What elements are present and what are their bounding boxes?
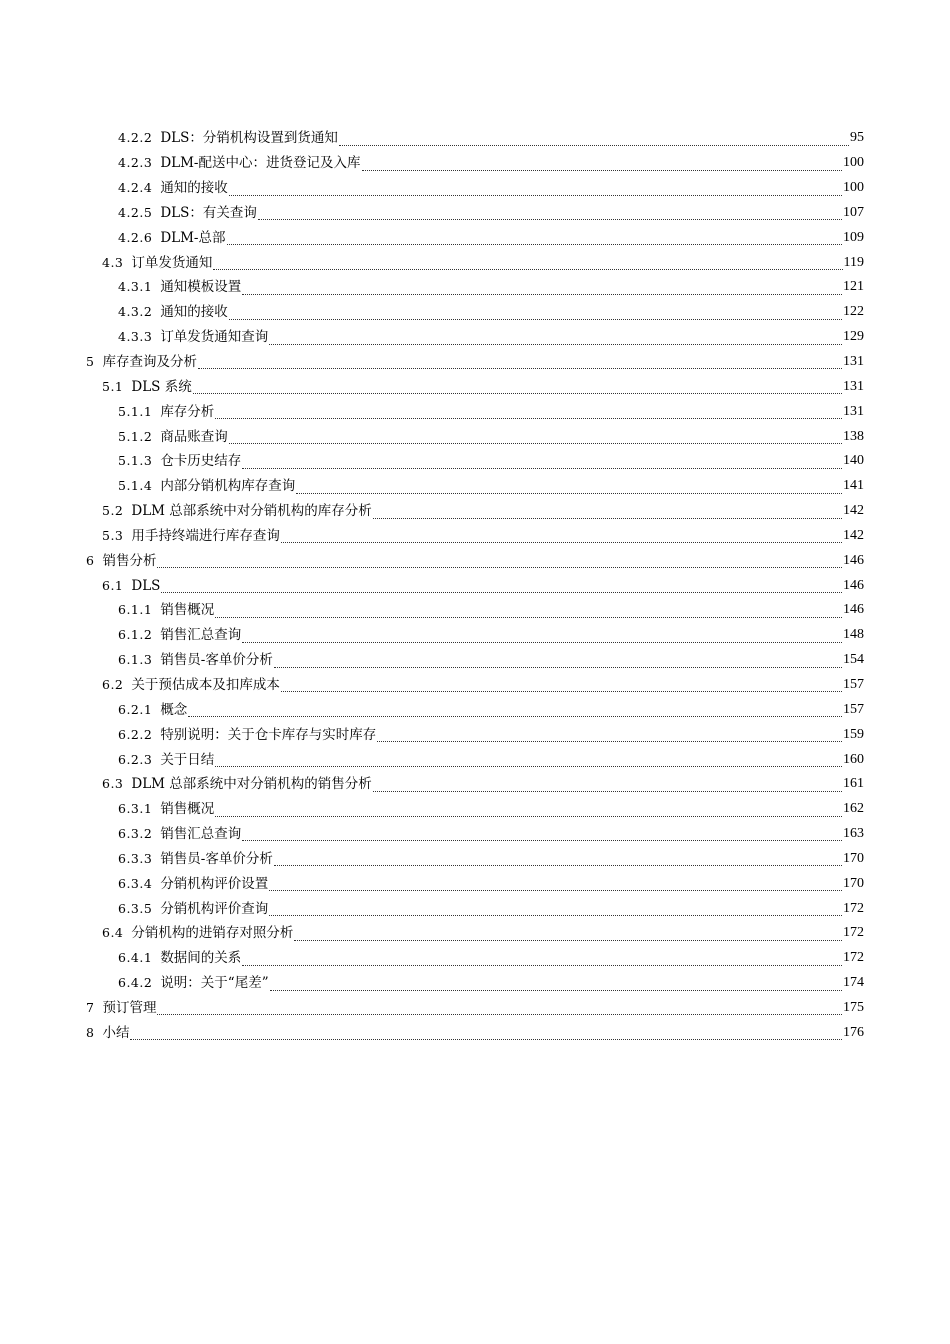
toc-entry-5-1[interactable] <box>0 374 950 399</box>
toc-entry-number: 7 <box>86 999 95 1015</box>
toc-entry-number: 6.2.2 <box>118 726 153 742</box>
toc-entry-title: 销售员-客单价分析 <box>160 850 273 867</box>
toc-entry-page-number: 131 <box>843 354 864 370</box>
toc-entry-page-number: 160 <box>843 751 864 767</box>
toc-entry-number: 6.3 <box>102 776 124 792</box>
toc-entry-page-number: 141 <box>843 478 864 494</box>
toc-entry-title: DLM-总部 <box>160 229 226 246</box>
toc-entry-title: 销售概况 <box>160 602 215 619</box>
toc-entry-page-number: 146 <box>843 552 864 568</box>
toc-entry-5-1-4[interactable] <box>0 474 950 499</box>
toc-entry-number: 4.2.2 <box>118 130 153 146</box>
toc-entry-title: 用手持终端进行库存查询 <box>131 527 280 544</box>
toc-entry-number: 4.3.3 <box>118 329 153 345</box>
toc-dot-leader <box>215 765 842 767</box>
toc-entry-4-2-3[interactable] <box>0 151 950 176</box>
toc-entry-page-number: 138 <box>843 428 864 444</box>
toc-entry-6-3-3[interactable] <box>0 846 950 871</box>
toc-entry-title: 订单发货通知查询 <box>160 329 269 346</box>
toc-entry-number: 5.2 <box>102 503 124 519</box>
toc-entry-title: 销售员-客单价分析 <box>160 652 273 669</box>
toc-dot-leader <box>242 839 842 841</box>
toc-entry-4-3-2[interactable] <box>0 300 950 325</box>
toc-dot-leader <box>362 169 843 171</box>
toc-entry-4-2-4[interactable] <box>0 176 950 201</box>
toc-entry-6-1-2[interactable] <box>0 623 950 648</box>
toc-entry-number: 5.1.4 <box>118 478 153 494</box>
toc-entry-title: 分销机构的进销存对照分析 <box>131 925 294 942</box>
toc-dot-leader <box>215 815 842 817</box>
toc-entry-number: 6.3.3 <box>118 850 153 866</box>
toc-entry-8[interactable] <box>0 1020 950 1045</box>
toc-entry-page-number: 159 <box>843 726 864 742</box>
toc-entry-page-number: 175 <box>843 999 864 1015</box>
toc-dot-leader <box>377 740 842 742</box>
toc-entry-number: 6.2.1 <box>118 701 153 717</box>
toc-entry-number: 6.3.5 <box>118 900 153 916</box>
toc-dot-leader <box>281 541 842 543</box>
toc-entry-page-number: 157 <box>843 676 864 692</box>
toc-entry-number: 5.1.2 <box>118 428 153 444</box>
toc-entry-number: 5.1.3 <box>118 453 153 469</box>
toc-entry-title: DLS 系统 <box>131 378 192 395</box>
toc-entry-page-number: 172 <box>843 925 864 941</box>
toc-entry-5[interactable] <box>0 350 950 375</box>
toc-entry-title: DLS：有关查询 <box>160 204 257 221</box>
toc-entry-number: 8 <box>86 1024 95 1040</box>
toc-entry-title: DLS <box>131 577 161 594</box>
toc-entry-page-number: 100 <box>843 155 864 171</box>
toc-entry-number: 6.4.1 <box>118 950 153 966</box>
toc-entry-title: 小结 <box>102 1024 130 1041</box>
toc-entry-number: 6.1.3 <box>118 652 153 668</box>
toc-dot-leader <box>269 343 842 345</box>
toc-entry-page-number: 172 <box>843 900 864 916</box>
toc-dot-leader <box>242 293 842 295</box>
toc-dot-leader <box>229 318 842 320</box>
toc-entry-number: 4.2.3 <box>118 155 153 171</box>
toc-entry-number: 6.1.2 <box>118 627 153 643</box>
toc-entry-title: 销售概况 <box>160 801 215 818</box>
toc-dot-leader <box>227 243 843 245</box>
toc-entry-number: 4.2.4 <box>118 180 153 196</box>
toc-entry-5-1-1[interactable] <box>0 399 950 424</box>
toc-entry-page-number: 146 <box>843 602 864 618</box>
toc-entry-page-number: 162 <box>843 801 864 817</box>
toc-entry-title: 商品账查询 <box>160 428 228 445</box>
toc-entry-title: 内部分销机构库存查询 <box>160 478 296 495</box>
toc-entry-number: 4.2.5 <box>118 204 153 220</box>
toc-dot-leader <box>229 194 842 196</box>
toc-entry-page-number: 119 <box>843 254 864 270</box>
toc-entry-number: 5 <box>86 354 95 370</box>
toc-dot-leader <box>258 218 842 220</box>
toc-entry-6-1-1[interactable] <box>0 598 950 623</box>
toc-entry-title: DLM-配送中心：进货登记及入库 <box>160 155 361 172</box>
toc-entry-page-number: 109 <box>843 229 864 245</box>
toc-entry-title: 概念 <box>160 701 188 718</box>
toc-entry-number: 6.2 <box>102 676 124 692</box>
toc-dot-leader <box>296 492 842 494</box>
toc-dot-leader <box>213 268 842 270</box>
toc-entry-number: 6.1.1 <box>118 602 153 618</box>
toc-entry-6-2-1[interactable] <box>0 697 950 722</box>
toc-entry-number: 6.3.1 <box>118 801 153 817</box>
toc-entry-4-3[interactable] <box>0 250 950 275</box>
toc-entry-title: 分销机构评价查询 <box>160 900 269 917</box>
toc-entry-6-2[interactable] <box>0 673 950 698</box>
toc-entry-title: 关于预估成本及扣库成本 <box>131 676 280 693</box>
toc-entry-title: 通知的接收 <box>160 180 228 197</box>
toc-entry-title: 特别说明：关于仓卡库存与实时库存 <box>160 726 377 743</box>
toc-dot-leader <box>161 591 842 593</box>
toc-entry-page-number: 170 <box>843 850 864 866</box>
toc-entry-7[interactable] <box>0 996 950 1021</box>
toc-dot-leader <box>242 467 842 469</box>
toc-entry-title: DLS：分销机构设置到货通知 <box>160 130 338 147</box>
toc-dot-leader <box>270 989 842 991</box>
toc-dot-leader <box>215 417 842 419</box>
toc-dot-leader <box>157 566 842 568</box>
toc-entry-number: 6.1 <box>102 577 124 593</box>
toc-entry-page-number: 154 <box>843 652 864 668</box>
toc-entry-6-4-2[interactable] <box>0 971 950 996</box>
toc-dot-leader <box>274 666 842 668</box>
toc-entry-title: 库存查询及分析 <box>102 354 197 371</box>
toc-entry-number: 6.3.4 <box>118 875 153 891</box>
toc-entry-page-number: 157 <box>843 701 864 717</box>
toc-entry-6-1-3[interactable] <box>0 648 950 673</box>
toc-entry-page-number: 121 <box>843 279 864 295</box>
toc-dot-leader <box>281 690 842 692</box>
toc-entry-number: 4.3 <box>102 254 124 270</box>
toc-entry-page-number: 148 <box>843 627 864 643</box>
toc-entry-title: 预订管理 <box>102 999 157 1016</box>
toc-entry-title: 销售汇总查询 <box>160 826 242 843</box>
toc-entry-6-3-5[interactable] <box>0 896 950 921</box>
toc-entry-page-number: 142 <box>843 527 864 543</box>
toc-entry-page-number: 122 <box>843 304 864 320</box>
toc-entry-page-number: 131 <box>843 403 864 419</box>
toc-entry-6-2-2[interactable] <box>0 722 950 747</box>
toc-entry-6-3[interactable] <box>0 772 950 797</box>
toc-dot-leader <box>339 144 849 146</box>
toc-dot-leader <box>242 964 842 966</box>
toc-entry-4-2-2[interactable] <box>0 126 950 151</box>
toc-entry-number: 5.3 <box>102 527 124 543</box>
toc-entry-page-number: 142 <box>843 503 864 519</box>
toc-entry-6-4[interactable] <box>0 921 950 946</box>
toc-entry-number: 6.4.2 <box>118 975 153 991</box>
toc-entry-4-2-6[interactable] <box>0 225 950 250</box>
toc-entry-title: 通知的接收 <box>160 304 228 321</box>
toc-entry-title: 数据间的关系 <box>160 950 242 967</box>
toc-entry-title: 关于日结 <box>160 751 215 768</box>
toc-entry-4-3-1[interactable] <box>0 275 950 300</box>
toc-entry-number: 5.1 <box>102 378 124 394</box>
toc-entry-6-3-4[interactable] <box>0 871 950 896</box>
toc-entry-number: 6.2.3 <box>118 751 153 767</box>
toc-entry-page-number: 174 <box>843 975 864 991</box>
toc-entry-4-3-3[interactable] <box>0 325 950 350</box>
toc-dot-leader <box>294 939 842 941</box>
toc-dot-leader <box>269 914 842 916</box>
toc-entry-title: DLM 总部系统中对分销机构的库存分析 <box>131 503 372 520</box>
toc-entry-title: 分销机构评价设置 <box>160 875 269 892</box>
toc-entry-6[interactable] <box>0 548 950 573</box>
toc-dot-leader <box>130 1038 842 1040</box>
toc-dot-leader <box>269 889 842 891</box>
toc-entry-number: 6.4 <box>102 925 124 941</box>
toc-entry-title: 说明：关于“尾差” <box>160 975 269 992</box>
toc-dot-leader <box>188 715 842 717</box>
toc-entry-5-1-3[interactable] <box>0 449 950 474</box>
toc-entry-title: 库存分析 <box>160 403 215 420</box>
toc-entry-number: 4.2.6 <box>118 229 153 245</box>
toc-dot-leader <box>157 1013 842 1015</box>
toc-entry-title: 销售分析 <box>102 552 157 569</box>
toc-entry-5-3[interactable] <box>0 524 950 549</box>
toc-entry-page-number: 129 <box>843 329 864 345</box>
toc-entry-page-number: 172 <box>843 950 864 966</box>
toc-entry-number: 4.3.2 <box>118 304 153 320</box>
toc-dot-leader <box>193 392 842 394</box>
toc-entry-number: 6.3.2 <box>118 826 153 842</box>
toc-dot-leader <box>274 864 842 866</box>
toc-entry-title: 订单发货通知 <box>131 254 213 271</box>
toc-entry-page-number: 176 <box>843 1024 864 1040</box>
toc-entry-page-number: 95 <box>850 130 864 146</box>
toc-entry-page-number: 161 <box>843 776 864 792</box>
toc-dot-leader <box>373 517 842 519</box>
toc-dot-leader <box>215 616 842 618</box>
toc-entry-page-number: 100 <box>843 180 864 196</box>
toc-entry-6-1[interactable] <box>0 573 950 598</box>
toc-entry-title: DLM 总部系统中对分销机构的销售分析 <box>131 776 372 793</box>
toc-entry-6-3-1[interactable] <box>0 797 950 822</box>
toc-entry-number: 6 <box>86 552 95 568</box>
toc-entry-page-number: 107 <box>843 204 864 220</box>
toc-entry-6-3-2[interactable] <box>0 822 950 847</box>
toc-entry-6-4-1[interactable] <box>0 946 950 971</box>
table-of-contents <box>0 126 950 1045</box>
toc-entry-6-2-3[interactable] <box>0 747 950 772</box>
toc-entry-5-1-2[interactable] <box>0 424 950 449</box>
toc-entry-5-2[interactable] <box>0 499 950 524</box>
toc-entry-title: 销售汇总查询 <box>160 627 242 644</box>
toc-dot-leader <box>229 442 842 444</box>
toc-entry-title: 仓卡历史结存 <box>160 453 242 470</box>
toc-entry-title: 通知模板设置 <box>160 279 242 296</box>
toc-entry-page-number: 170 <box>843 875 864 891</box>
toc-entry-4-2-5[interactable] <box>0 201 950 226</box>
toc-entry-number: 4.3.1 <box>118 279 153 295</box>
toc-dot-leader <box>198 367 842 369</box>
toc-dot-leader <box>373 790 842 792</box>
toc-entry-page-number: 146 <box>843 577 864 593</box>
toc-entry-page-number: 131 <box>843 378 864 394</box>
toc-entry-page-number: 140 <box>843 453 864 469</box>
toc-entry-number: 5.1.1 <box>118 403 153 419</box>
toc-dot-leader <box>242 641 842 643</box>
toc-entry-page-number: 163 <box>843 826 864 842</box>
